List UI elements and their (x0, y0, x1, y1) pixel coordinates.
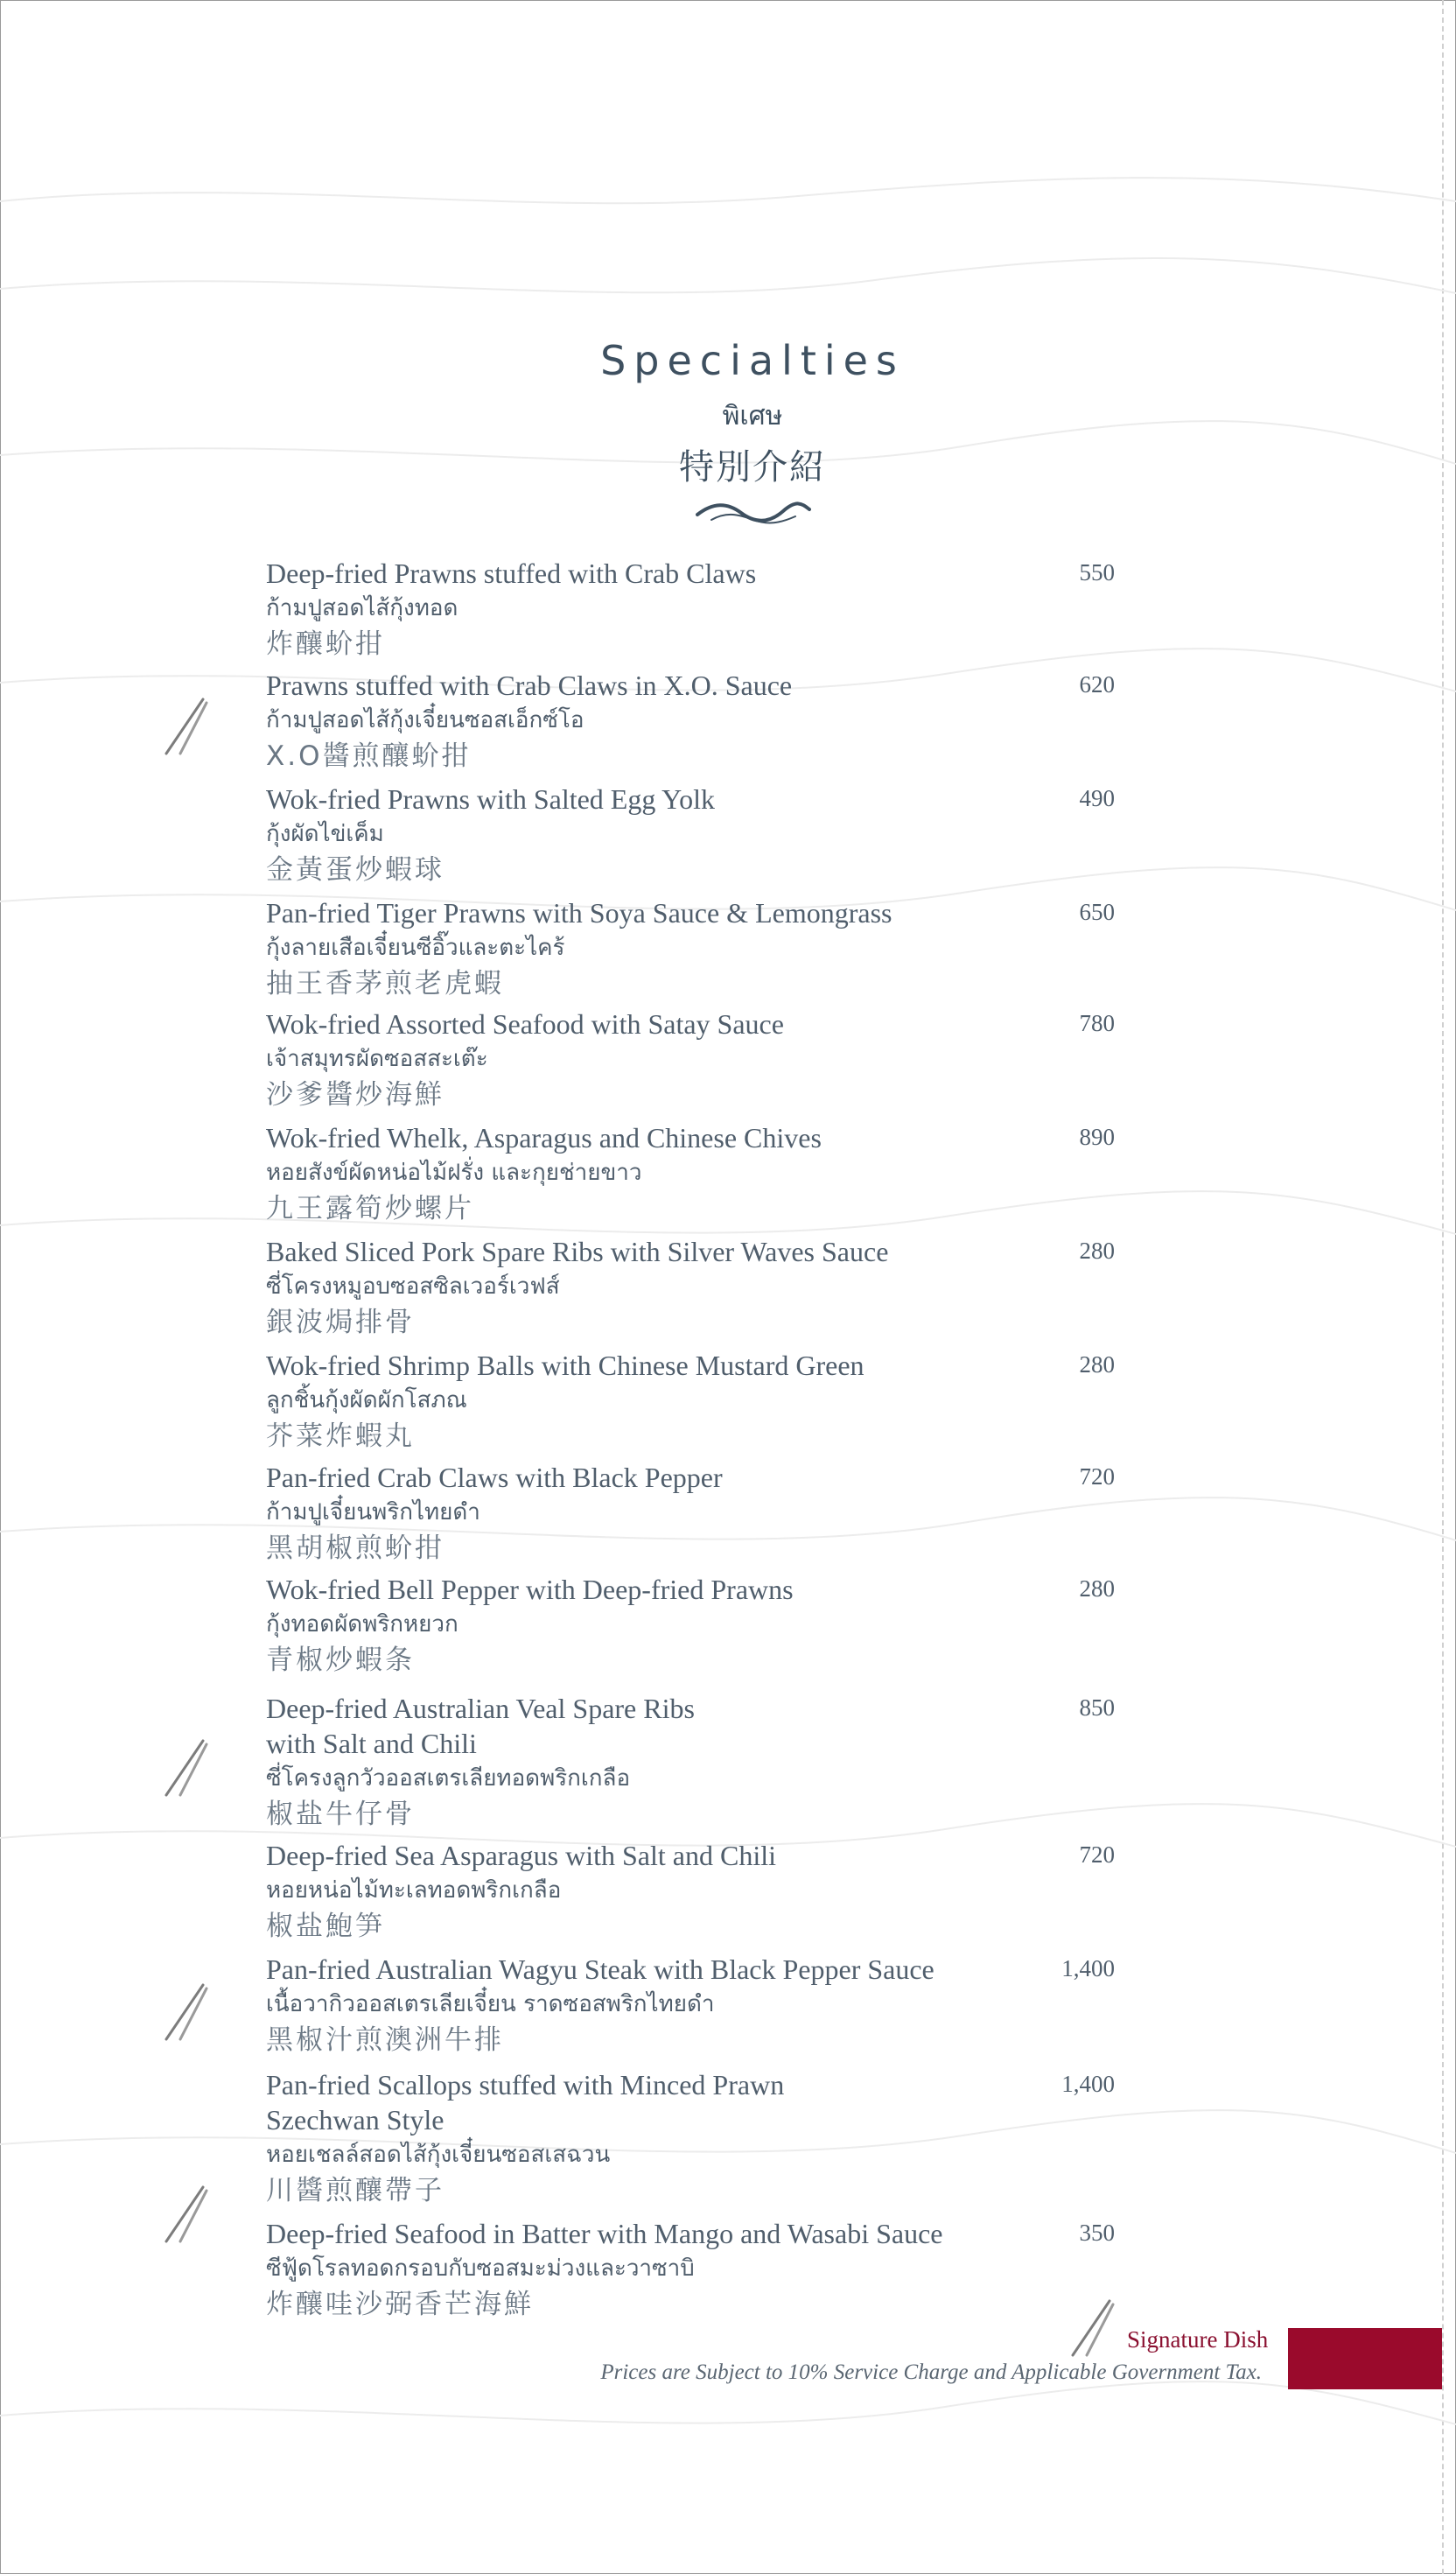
dish-name-english: Pan-fried Scallops stuffed with Minced Prawn (266, 2069, 785, 2101)
dish-name-thai: ซีฟู้ดโรลทอดกรอบกับซอสมะม่วงและวาซาบิ (266, 2255, 695, 2282)
dish-name-thai: หอยเชลล์สอดไส้กุ้งเจี๋ยนซอสเสฉวน (266, 2142, 611, 2168)
dish-name-english: Deep-fried Seafood in Batter with Mango and Wasabi Sauce (266, 2218, 943, 2249)
menu-item (266, 895, 1124, 1002)
dish-name-chinese: 抽王香茅煎老虎蝦 (266, 968, 504, 999)
dish-name-thai: หอยหน่อไม้ทะเลทอดพริกเกลือ (266, 1877, 562, 1904)
signature-color-swatch (1288, 2328, 1442, 2389)
chopsticks-icon (159, 696, 212, 757)
dish-name-english: Pan-fried Crab Claws with Black Pepper (266, 1462, 723, 1493)
menu-item (266, 1838, 1124, 1945)
dish-name-english: Deep-fried Sea Asparagus with Salt and Chili (266, 1840, 776, 1871)
service-charge-note: Prices are Subject to 10% Service Charge and Applicable Government Tax. (600, 2360, 1262, 2384)
dish-name-english: Pan-fried Tiger Prawns with Soya Sauce & Lemongrass (266, 897, 892, 929)
menu-item (266, 1348, 1124, 1455)
dish-price: 720 (1079, 1463, 1115, 1490)
dish-name-thai: กุ้งลายเสือเจี๋ยนซีอิ๊วและตะไคร้ (266, 935, 565, 961)
dish-name-english: Wok-fried Shrimp Balls with Chinese Mustard Green (266, 1350, 864, 1381)
dish-name-chinese: 芥菜炸蝦丸 (266, 1420, 415, 1452)
menu-item (266, 1460, 1124, 1567)
dish-name-english: with Salt and Chili (266, 1728, 477, 1759)
dish-name-chinese: 椒盐鮑笋 (266, 1911, 385, 1942)
dish-name-chinese: 九王露筍炒螺片 (266, 1193, 474, 1224)
signature-dish-label: Signature Dish (1127, 2326, 1269, 2353)
menu-item (266, 782, 1124, 888)
dish-name-thai: ซี่โครงหมูอบซอสซิลเวอร์เวฟส์ (266, 1273, 560, 1300)
menu-item (266, 668, 1124, 775)
dish-price: 780 (1079, 1010, 1115, 1036)
dish-name-chinese: 金黃蛋炒蝦球 (266, 854, 444, 886)
dish-name-english: Pan-fried Australian Wagyu Steak with Black Pepper Sauce (266, 1953, 934, 1985)
dish-name-chinese: 黑胡椒煎蚧拑 (266, 1532, 444, 1564)
dish-price: 850 (1079, 1694, 1115, 1721)
dish-price: 890 (1079, 1124, 1115, 1150)
dish-price: 550 (1079, 559, 1115, 586)
dish-price: 280 (1079, 1575, 1115, 1602)
menu-item (266, 2216, 1124, 2323)
chopsticks-icon (1066, 2297, 1118, 2359)
chopsticks-icon (159, 1737, 212, 1799)
menu-item (266, 1234, 1124, 1341)
dish-name-thai: หอยสังข์ผัดหน่อไม้ฝรั่ง และกุยช่ายขาว (266, 1160, 642, 1186)
menu-item (266, 2067, 1124, 2209)
dish-price: 1,400 (1061, 2071, 1115, 2097)
dish-price: 280 (1079, 1238, 1115, 1264)
dish-name-english: Szechwan Style (266, 2104, 444, 2136)
dish-name-thai: ซี่โครงลูกวัวออสเตรเลียทอดพริกเกลือ (266, 1765, 631, 1792)
dish-name-thai: ก้ามปูสอดไส้กุ้งเจี๋ยนซอสเอ็กซ์โอ (266, 707, 584, 733)
dish-name-chinese: X.O醬煎釀蚧拑 (266, 740, 472, 772)
dish-price: 490 (1079, 785, 1115, 811)
dish-price: 350 (1079, 2220, 1115, 2246)
dish-name-english: Deep-fried Prawns stuffed with Crab Claws (266, 558, 757, 589)
page-title-chinese: 特別介紹 (679, 447, 826, 487)
dish-name-english: Wok-fried Whelk, Asparagus and Chinese Chives (266, 1122, 822, 1154)
dish-name-chinese: 黑椒汁煎澳洲牛排 (266, 2024, 504, 2056)
dish-name-thai: ก้ามปูสอดไส้กุ้งทอด (266, 595, 458, 621)
dish-name-chinese: 銀波焗排骨 (266, 1307, 415, 1338)
menu-item (266, 1006, 1124, 1113)
dish-price: 720 (1079, 1841, 1115, 1868)
menu-item (266, 1952, 1124, 2058)
dish-name-thai: เจ้าสมุทรผัดซอสสะเต๊ะ (266, 1046, 488, 1072)
dish-name-chinese: 川醬煎釀帶子 (266, 2175, 444, 2206)
chopsticks-icon (159, 1981, 212, 2043)
dish-name-english: Wok-fried Bell Pepper with Deep-fried Prawns (266, 1574, 794, 1605)
dish-name-chinese: 椒盐牛仔骨 (266, 1799, 415, 1830)
page-title-thai: พิเศษ (722, 401, 783, 431)
menu-item (266, 1572, 1124, 1679)
dish-name-thai: เนื้อวากิวออสเตรเลียเจี๋ยน ราดซอสพริกไทยดำ (266, 1991, 715, 2017)
dish-price: 620 (1079, 671, 1115, 698)
dish-name-thai: กุ้งทอดผัดพริกหยวก (266, 1611, 458, 1638)
dish-name-english: Prawns stuffed with Crab Claws in X.O. Sauce (266, 670, 793, 701)
dish-name-chinese: 沙爹醬炒海鮮 (266, 1079, 444, 1111)
dish-price: 280 (1079, 1351, 1115, 1378)
dish-name-english: Deep-fried Australian Veal Spare Ribs (266, 1693, 695, 1724)
dish-price: 1,400 (1061, 1955, 1115, 1981)
page-title: Specialties (600, 337, 905, 384)
menu-item (266, 1691, 1124, 1833)
dish-name-english: Wok-fried Prawns with Salted Egg Yolk (266, 783, 715, 815)
menu-item (266, 1120, 1124, 1227)
chopsticks-icon (159, 2184, 212, 2245)
title-wave-ornament (696, 499, 811, 525)
dish-name-thai: ลูกชิ้นกุ้งผัดผักโสภณ (266, 1387, 467, 1413)
dish-name-english: Baked Sliced Pork Spare Ribs with Silver Waves Sauce (266, 1236, 889, 1267)
dish-name-chinese: 炸釀蚧拑 (266, 628, 385, 660)
dish-name-chinese: 青椒炒蝦条 (266, 1645, 415, 1676)
dish-name-english: Wok-fried Assorted Seafood with Satay Sauce (266, 1008, 784, 1040)
dish-price: 650 (1079, 899, 1115, 925)
dish-name-thai: ก้ามปูเจี๋ยนพริกไทยดำ (266, 1499, 480, 1525)
dish-name-chinese: 炸釀哇沙弼香芒海鮮 (266, 2289, 534, 2320)
dish-name-thai: กุ้งผัดไข่เค็ม (266, 821, 384, 847)
menu-item (266, 556, 1124, 663)
